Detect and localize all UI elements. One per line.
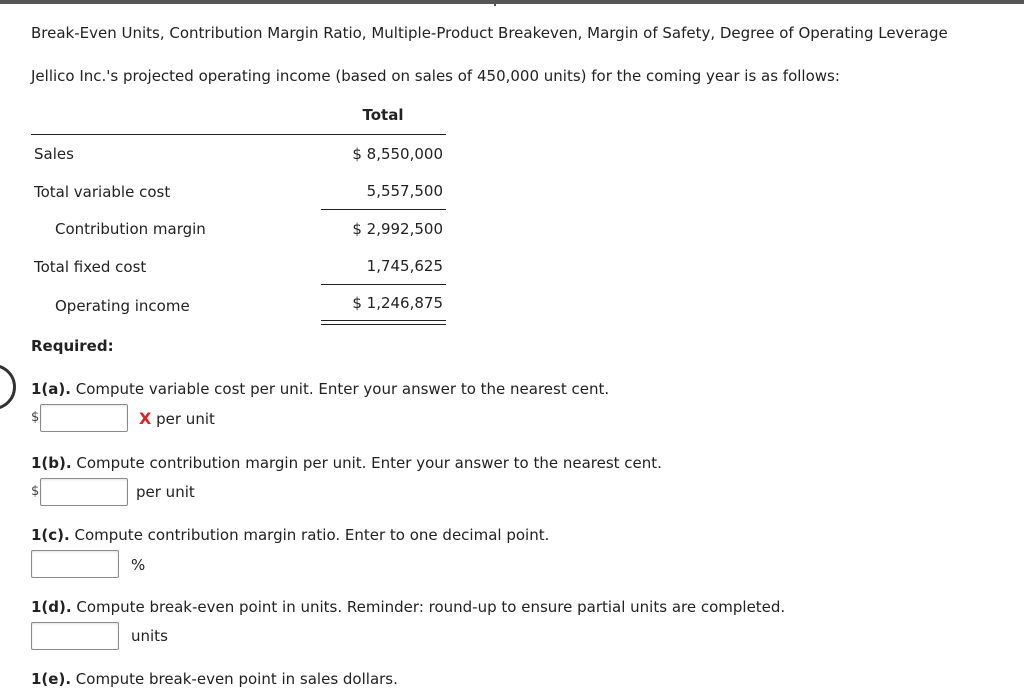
question-1c-text: Compute contribution margin ratio. Enter to one decimal point. <box>69 526 550 544</box>
problem-intro: Jellico Inc.'s projected operating income (based on sales of 450,000 units) for the coming year is as follows: <box>31 67 840 85</box>
question-1c <box>31 526 549 544</box>
answer-input-1c[interactable] <box>31 550 119 578</box>
question-1e-text: Compute break-even point in sales dollars. <box>71 670 398 688</box>
double-rule-top <box>321 320 446 321</box>
row-amount-contribution-margin: $ 2,992,500 <box>352 220 443 238</box>
question-pointer-circle <box>0 364 16 410</box>
unit-label-1a: per unit <box>156 410 215 428</box>
column-header-total: Total <box>362 106 404 124</box>
unit-label-1b: per unit <box>136 483 195 501</box>
row-amount-total-fixed-cost: 1,745,625 <box>366 257 443 275</box>
row-label-sales: Sales <box>34 145 74 163</box>
row-label-total-variable-cost: Total variable cost <box>34 183 171 201</box>
answer-input-1d[interactable] <box>31 622 119 650</box>
question-1e-id: 1(e). <box>31 670 72 688</box>
problem-title: Break-Even Units, Contribution Margin Ratio, Multiple-Product Breakeven, Margin of Safety, Degree of Operating Leverage <box>31 24 948 42</box>
answer-input-1a[interactable] <box>40 404 128 432</box>
subtotal-rule <box>321 209 446 210</box>
question-1a-id: 1(a). <box>31 380 71 398</box>
question-1d-id: 1(d). <box>31 598 72 616</box>
header-rule <box>31 134 446 135</box>
top-border-tick <box>494 0 496 6</box>
row-label-operating-income: Operating income <box>55 297 190 315</box>
row-label-contribution-margin: Contribution margin <box>55 220 206 238</box>
question-1b-text: Compute contribution margin per unit. Enter your answer to the nearest cent. <box>71 454 662 472</box>
unit-label-1c: % <box>131 556 146 574</box>
row-amount-total-variable-cost: 5,557,500 <box>366 182 443 200</box>
dollar-sign-1a: $ <box>31 410 40 425</box>
question-1b-id: 1(b). <box>31 454 72 472</box>
dollar-sign-1b: $ <box>31 484 40 499</box>
question-1e <box>31 670 398 688</box>
row-amount-operating-income: $ 1,246,875 <box>352 294 443 312</box>
answer-input-1b[interactable] <box>40 478 128 506</box>
row-label-total-fixed-cost: Total fixed cost <box>34 258 147 276</box>
question-1b <box>31 454 662 472</box>
subtotal-rule-2 <box>321 284 446 285</box>
incorrect-icon: X <box>139 409 152 428</box>
required-heading: Required: <box>31 337 114 355</box>
top-border <box>0 0 1024 4</box>
question-1d-text: Compute break-even point in units. Reminder: round-up to ensure partial units are completed. <box>71 598 786 616</box>
row-amount-sales: $ 8,550,000 <box>352 145 443 163</box>
question-1a-text: Compute variable cost per unit. Enter your answer to the nearest cent. <box>70 380 610 398</box>
answer-feedback-1a <box>139 409 215 428</box>
question-1c-id: 1(c). <box>31 526 70 544</box>
question-1a <box>31 380 609 398</box>
unit-label-1d: units <box>131 627 168 645</box>
question-1d <box>31 598 785 616</box>
double-rule-bottom <box>321 324 446 325</box>
